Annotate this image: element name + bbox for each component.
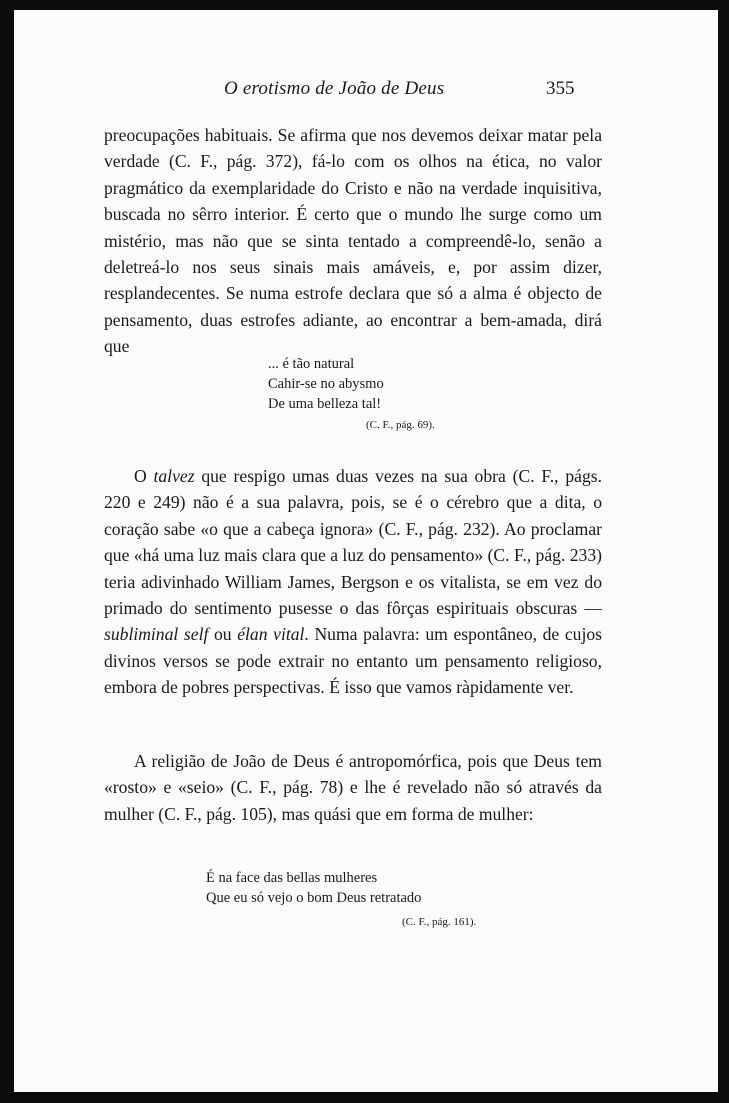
verse-quote-2 [206,868,421,908]
verse-citation-2: (C. F., pág. 161). [402,916,477,928]
book-page [14,10,718,1092]
paragraph-2-text: que respigo umas duas vezes na sua obra (C. F., págs. 220 e 249) não é a sua palavra, pois, se é o cérebro que a dita, o coração sabe «o que a cabeça ignora» (C. F., pág. 232). Ao proclamar que «há uma luz mais clara que a luz do pensamento» (C. F., pág. 233) teria adivinhado William James, Bergson e os vitalista, se em vez do primado do sentimento pusesse o das fôrças espirituais obscuras — [104,466,602,619]
verse-line: De uma belleza tal! [268,396,382,412]
page-header [14,78,718,106]
page-number: 355 [546,78,575,99]
italic-term-elan-vital: élan vital [237,624,305,645]
verse-quote-1 [268,354,384,414]
paragraph-2-text: O [134,466,154,486]
verse-line: ... é tão natural [268,356,355,372]
verse-line: É na face das bellas mulheres [206,870,378,886]
running-title: O erotismo de João de Deus [224,78,445,99]
paragraph-2-text: ou [208,624,238,645]
paragraph-2-text: . Numa palavra: um espontâneo, de cujos divinos versos se pode extrair no entanto um pensamento religioso, embora de pobres perspectivas. É isso que vamos ràpidamente ver. [104,624,603,698]
italic-term-talvez: talvez [153,466,195,486]
paragraph-1: preocupações habituais. Se afirma que nos devemos deixar matar pela verdade (C. F., pág. 372), fá-lo com os olhos na ética, no valor pragmático da exemplaridade do Cristo e não na verdade inquisitiva, buscada no sêrro interior. É certo que o mundo lhe surge como um mistério, mas não que se sinta tentado a compreendê-lo, senão a deletreá-lo nos seus sinais mais amáveis, e, por assim dizer, resplandecentes. Se numa estrofe declara que só a alma é objecto de pensamento, duas estrofes adiante, ao encontrar a bem-amada, dirá que [104,125,602,357]
verse-line: Cahir-se no abysmo [268,376,384,392]
verse-line: Que eu só vejo o bom Deus retratado [206,890,422,906]
paragraph-2 [104,463,602,701]
paragraph-3: A religião de João de Deus é antropomórfica, pois que Deus tem «rosto» e «seio» (C. F., pág. 78) e lhe é revelado não só através da mulher (C. F., pág. 105), mas quási que em forma de mulher: [104,751,602,824]
italic-term-subliminal-self: subliminal self [104,624,209,645]
verse-citation-1: (C. F., pág. 69). [366,419,435,431]
